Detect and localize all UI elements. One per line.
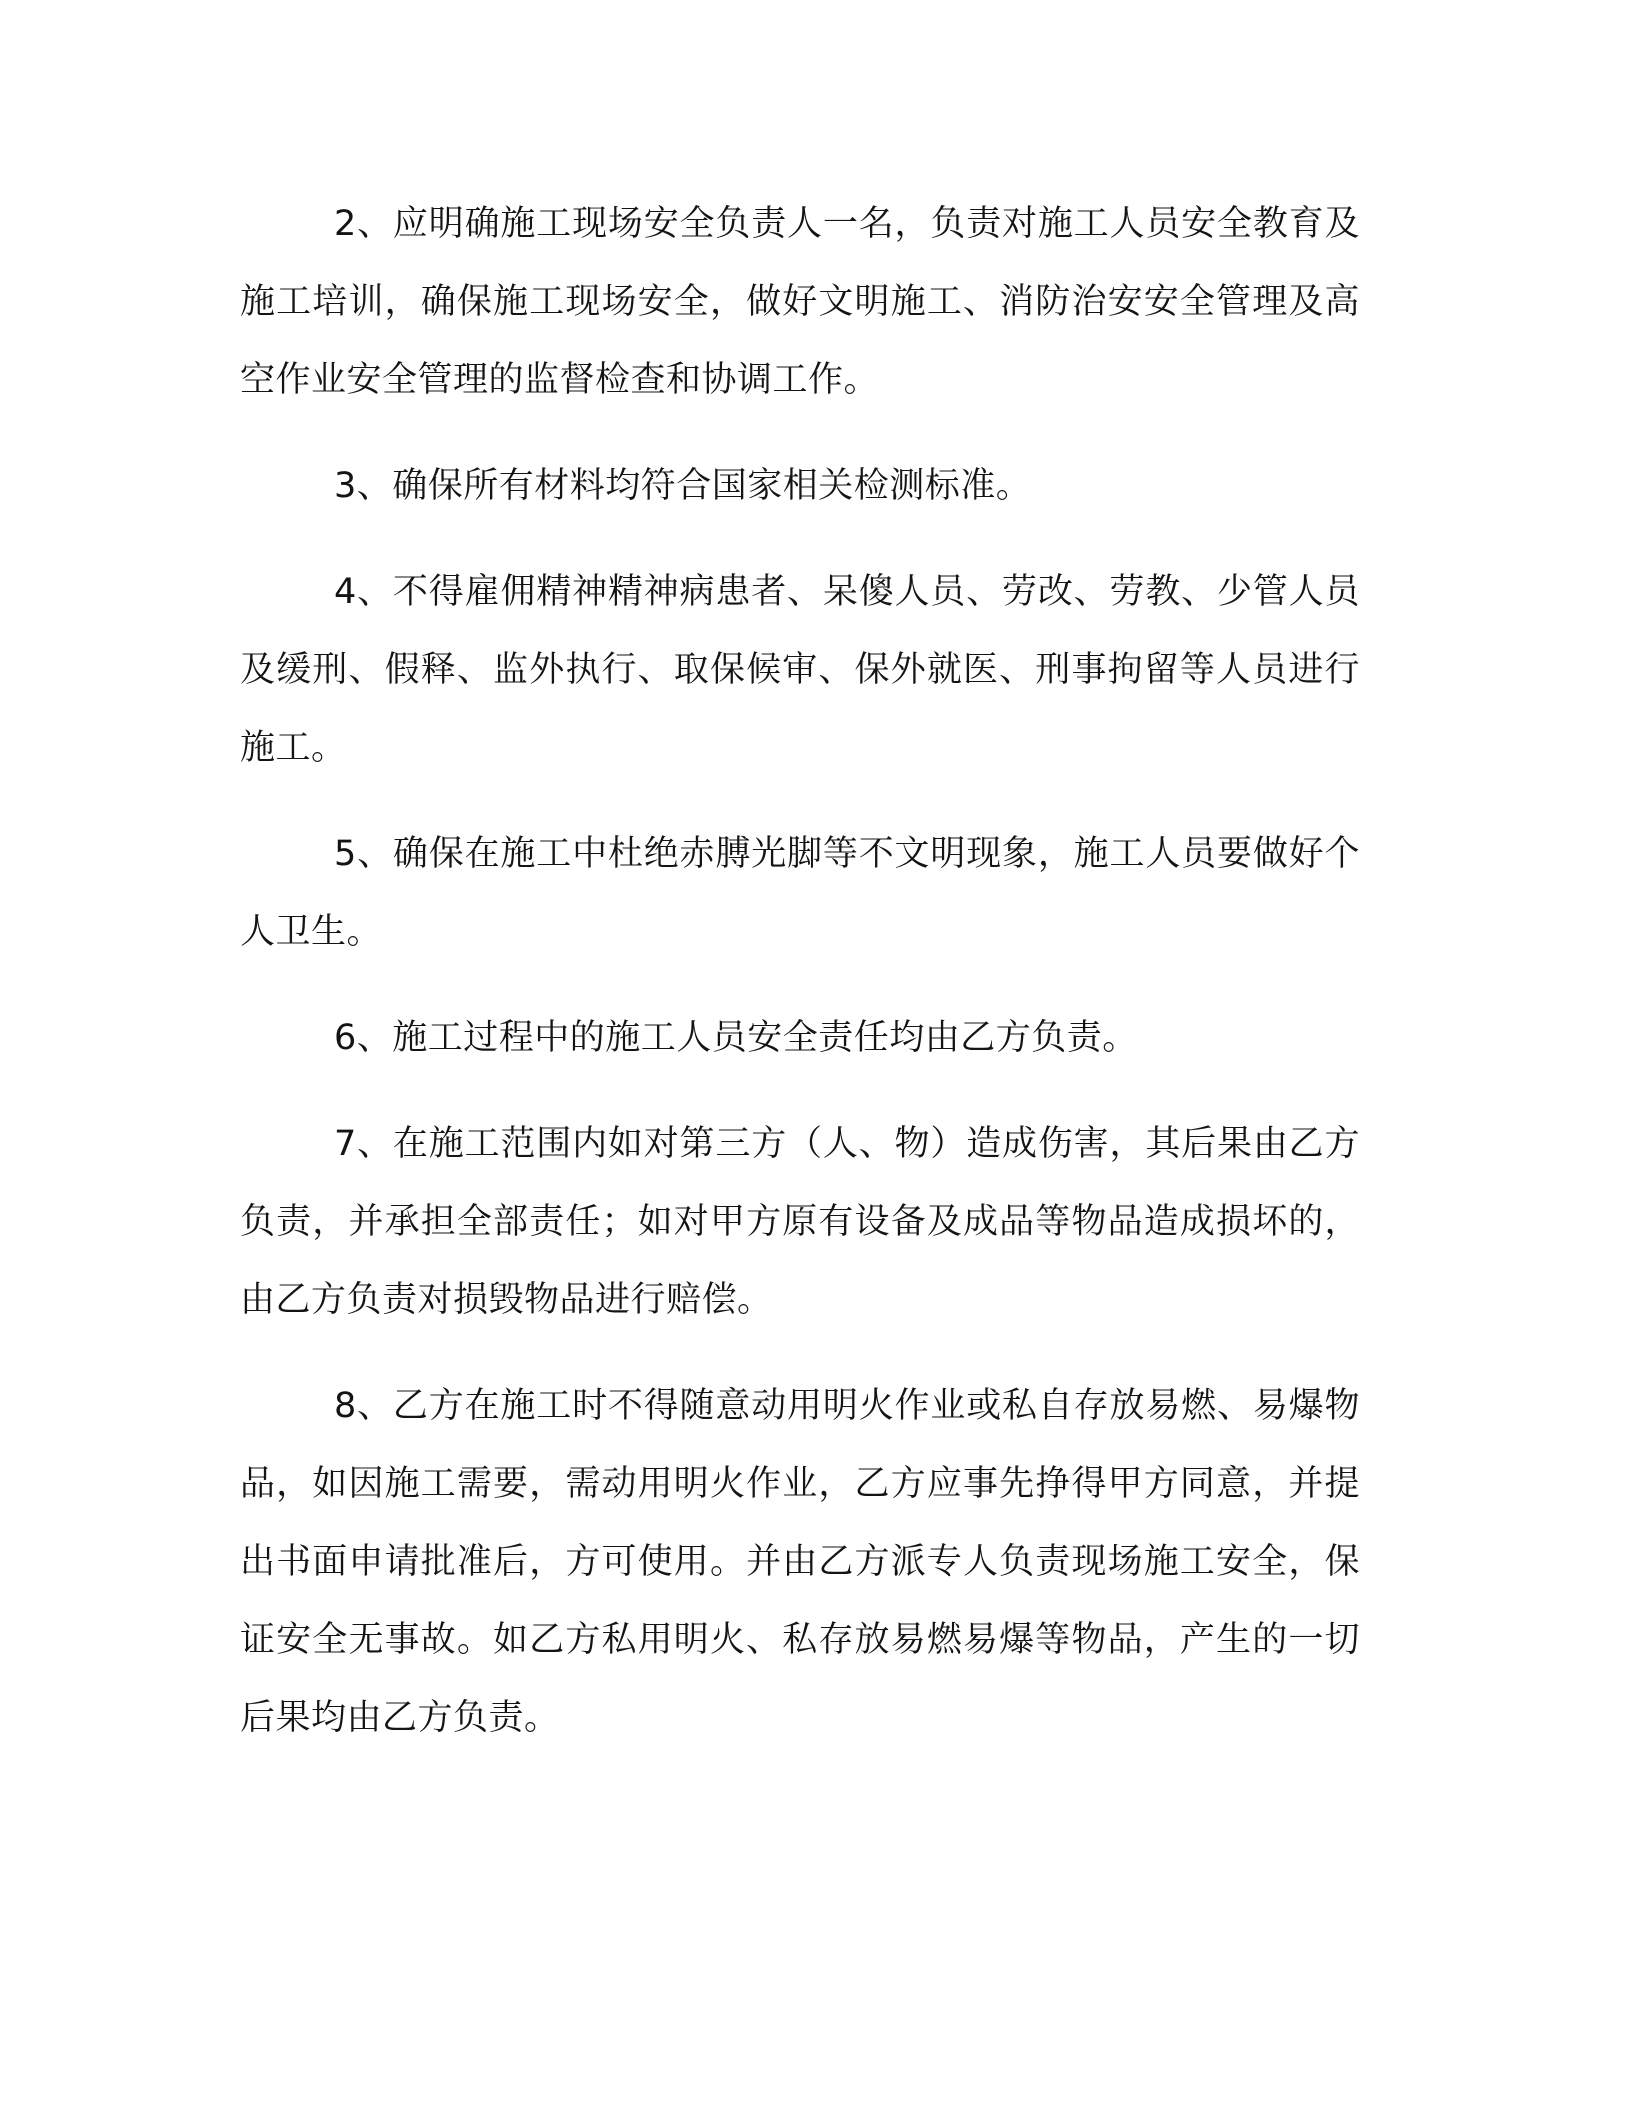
clause-8: 8、乙方在施工时不得随意动用明火作业或私自存放易燃、易爆物品，如因施工需要，需动用明火作业，乙方应事先挣得甲方同意，并提出书面申请批准后，方可使用。并由乙方派专人负责现场施工安全，保证安全无事故。如乙方私用明火、私存放易燃易爆等物品，产生的一切后果均由乙方负责。 (240, 1386, 1360, 1738)
clause-2: 2、应明确施工现场安全负责人一名，负责对施工人员安全教育及施工培训，确保施工现场安全，做好文明施工、消防治安安全管理及高空作业安全管理的监督检查和协调工作。 (240, 204, 1360, 400)
clause-5: 5、确保在施工中杜绝赤膊光脚等不文明现象，施工人员要做好个人卫生。 (240, 834, 1360, 952)
document-body (240, 185, 1360, 1785)
clause-7: 7、在施工范围内如对第三方（人、物）造成伤害，其后果由乙方负责，并承担全部责任；如对甲方原有设备及成品等物品造成损坏的，由乙方负责对损毁物品进行赔偿。 (240, 1124, 1360, 1320)
clause-6: 6、施工过程中的施工人员安全责任均由乙方负责。 (334, 1018, 1138, 1058)
clause-3: 3、确保所有材料均符合国家相关检测标准。 (334, 466, 1032, 506)
clause-4: 4、不得雇佣精神精神病患者、呆傻人员、劳改、劳教、少管人员及缓刑、假释、监外执行、取保候审、保外就医、刑事拘留等人员进行施工。 (240, 572, 1360, 768)
